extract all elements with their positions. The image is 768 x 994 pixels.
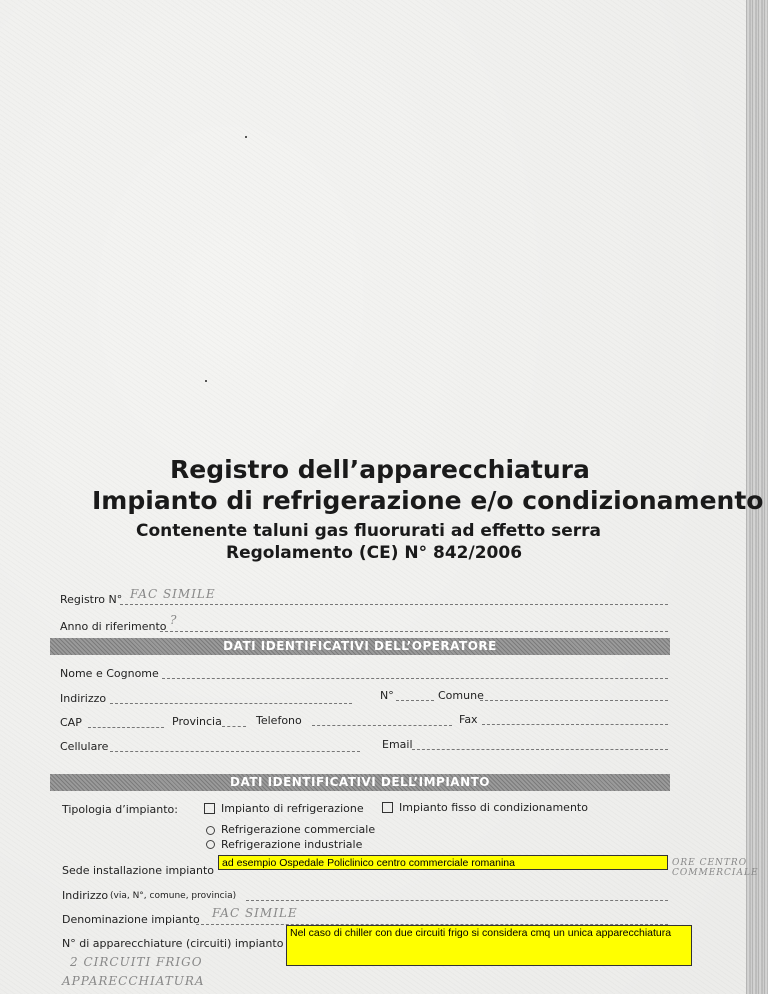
sede-sticky-note: ad esempio Ospedale Policlinico centro commerciale romanina xyxy=(218,855,668,870)
section-operatore-header: DATI IDENTIFICATIVI DELL’OPERATORE xyxy=(50,638,670,655)
provincia-field[interactable] xyxy=(222,726,246,727)
condizionamento-option-label: Impianto fisso di condizionamento xyxy=(399,801,588,814)
scan-speck xyxy=(245,136,247,138)
fax-label: Fax xyxy=(459,713,478,726)
indirizzo-impianto-field[interactable] xyxy=(246,900,668,901)
telefono-field[interactable] xyxy=(312,725,452,726)
sede-label: Sede installazione impianto xyxy=(62,864,215,877)
denominazione-label: Denominazione impianto xyxy=(62,913,200,926)
anno-handwritten: ? xyxy=(170,613,178,627)
comune-field[interactable] xyxy=(480,700,668,701)
indirizzo-operatore-field[interactable] xyxy=(110,703,352,704)
anno-label: Anno di riferimento xyxy=(60,620,167,633)
condizionamento-checkbox[interactable] xyxy=(382,802,393,813)
denominazione-handwritten: FAC SIMILE xyxy=(212,906,298,920)
telefono-label: Telefono xyxy=(256,714,302,727)
numero-field[interactable] xyxy=(396,700,434,701)
tipologia-label: Tipologia d’impianto: xyxy=(62,803,178,816)
cellulare-field[interactable] xyxy=(110,751,360,752)
fax-field[interactable] xyxy=(482,724,668,725)
cellulare-label: Cellulare xyxy=(60,740,109,753)
title-line-1: Registro dell’apparecchiatura xyxy=(170,455,590,484)
handwritten-apparecchiatura: APPARECCHIATURA xyxy=(62,974,205,988)
n-apparecchiature-sticky-note: Nel caso di chiller con due circuiti frigo si considera cmq un unica apparecchiatura xyxy=(286,925,692,966)
commerciale-option-label: Refrigerazione commerciale xyxy=(221,823,376,836)
indirizzo-impianto-hint: (via, N°, comune, provincia) xyxy=(110,891,237,901)
email-label: Email xyxy=(382,738,413,751)
sede-handwritten: ORE CENTRO COMMERCIALE xyxy=(672,858,759,878)
numero-label: N° xyxy=(380,689,394,702)
registro-field-line[interactable] xyxy=(120,604,668,605)
nome-cognome-label: Nome e Cognome xyxy=(60,667,159,680)
indirizzo-impianto-label: Indirizzo xyxy=(62,889,109,902)
comune-label: Comune xyxy=(438,689,484,702)
anno-field-line[interactable] xyxy=(160,631,668,632)
title-line-3: Contenente taluni gas fluorurati ad effetto serra xyxy=(136,521,602,541)
nome-cognome-field[interactable] xyxy=(162,678,668,679)
title-line-2: Impianto di refrigerazione e/o condizionamento xyxy=(92,486,764,515)
indirizzo-operatore-label: Indirizzo xyxy=(60,692,107,705)
industriale-radio[interactable] xyxy=(206,840,215,849)
handwritten-circuiti: 2 CIRCUITI FRIGO xyxy=(70,955,203,969)
registro-label: Registro N° xyxy=(60,593,123,606)
cap-label: CAP xyxy=(60,716,82,729)
cap-field[interactable] xyxy=(88,727,164,728)
n-apparecchiature-label: N° di apparecchiature (circuiti) impianto xyxy=(62,937,284,950)
refrigerazione-option-label: Impianto di refrigerazione xyxy=(221,802,364,815)
provincia-label: Provincia xyxy=(172,715,222,728)
scan-speck xyxy=(205,380,207,382)
section-impianto-header: DATI IDENTIFICATIVI DELL’IMPIANTO xyxy=(50,774,670,791)
email-field[interactable] xyxy=(412,749,668,750)
refrigerazione-checkbox[interactable] xyxy=(204,803,215,814)
registro-handwritten: FAC SIMILE xyxy=(130,587,216,601)
commerciale-radio[interactable] xyxy=(206,826,215,835)
industriale-option-label: Refrigerazione industriale xyxy=(221,838,363,851)
title-line-4: Regolamento (CE) N° 842/2006 xyxy=(226,543,523,563)
